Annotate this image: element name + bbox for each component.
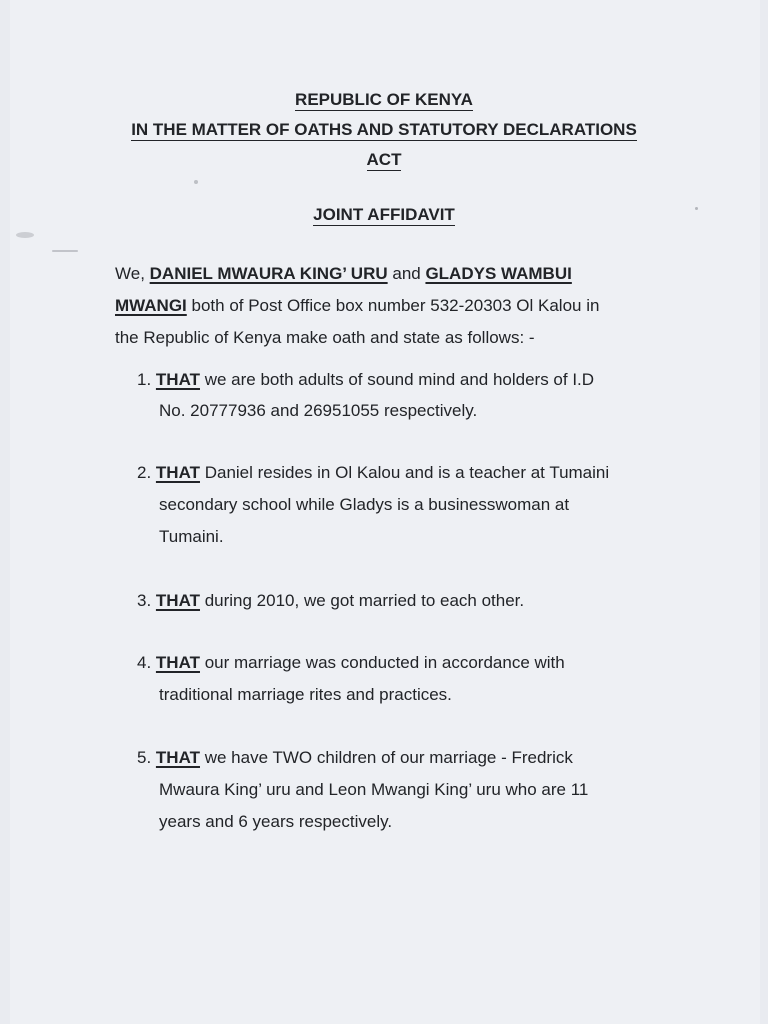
heading-act <box>0 150 768 170</box>
item-text: years and 6 years respectively. <box>159 812 393 831</box>
item-2-line-1 <box>137 463 609 483</box>
item-4-line-1 <box>137 653 565 673</box>
item-keyword: THAT <box>155 653 200 672</box>
item-text: Tumaini. <box>159 527 224 546</box>
intro-line-2 <box>115 296 599 316</box>
intro-and: and <box>387 264 426 283</box>
intro-address: both of Post Office box number 532-20303 Ol Kalou in <box>186 296 600 315</box>
deponent-name-2a: GLADYS WAMBUI <box>425 264 572 283</box>
item-number: 2. <box>137 463 152 482</box>
item-5-line-1 <box>137 748 573 768</box>
item-1-line-2 <box>159 401 477 421</box>
item-2-line-2 <box>159 495 569 515</box>
item-number: 5. <box>137 748 152 767</box>
deponent-name-1: DANIEL MWAURA KING’ URU <box>149 264 388 283</box>
item-number: 1. <box>137 370 152 389</box>
intro-we: We, <box>115 264 150 283</box>
item-text: No. 20777936 and 26951055 respectively. <box>159 401 478 420</box>
item-text: traditional marriage rites and practices. <box>159 685 452 704</box>
item-text: Mwaura King’ uru and Leon Mwangi King’ uru who are 11 <box>159 780 589 799</box>
item-keyword: THAT <box>155 463 200 482</box>
document-title-text: JOINT AFFIDAVIT <box>313 205 455 224</box>
intro-line-1 <box>115 264 572 284</box>
item-keyword: THAT <box>155 748 200 767</box>
item-text: secondary school while Gladys is a businesswoman at <box>159 495 570 514</box>
item-text: our marriage was conducted in accordance with <box>199 653 565 672</box>
scan-speck <box>194 180 198 184</box>
intro-oath: the Republic of Kenya make oath and state as follows: - <box>115 328 535 347</box>
item-number: 4. <box>137 653 152 672</box>
item-keyword: THAT <box>155 591 200 610</box>
item-3-line-1 <box>137 591 524 611</box>
deponent-name-2b: MWANGI <box>115 296 187 315</box>
item-text: we have TWO children of our marriage - Fredrick <box>199 748 573 767</box>
heading-matter <box>0 120 768 140</box>
item-4-line-2 <box>159 685 452 705</box>
heading-matter-text: IN THE MATTER OF OATHS AND STATUTORY DECLARATIONS <box>131 120 637 139</box>
scan-speck <box>16 232 34 238</box>
item-5-line-3 <box>159 812 392 832</box>
item-number: 3. <box>137 591 152 610</box>
item-2-line-3 <box>159 527 224 547</box>
item-text: during 2010, we got married to each other. <box>199 591 525 610</box>
item-1-line-1 <box>137 370 594 390</box>
item-keyword: THAT <box>155 370 200 389</box>
scan-speck <box>52 250 78 252</box>
item-text: we are both adults of sound mind and holders of I.D <box>199 370 595 389</box>
heading-republic <box>0 90 768 110</box>
intro-line-3 <box>115 328 535 348</box>
document-title <box>0 205 768 225</box>
item-5-line-2 <box>159 780 588 800</box>
item-text: Daniel resides in Ol Kalou and is a teacher at Tumaini <box>199 463 610 482</box>
heading-republic-text: REPUBLIC OF KENYA <box>295 90 473 109</box>
heading-act-text: ACT <box>366 150 402 169</box>
